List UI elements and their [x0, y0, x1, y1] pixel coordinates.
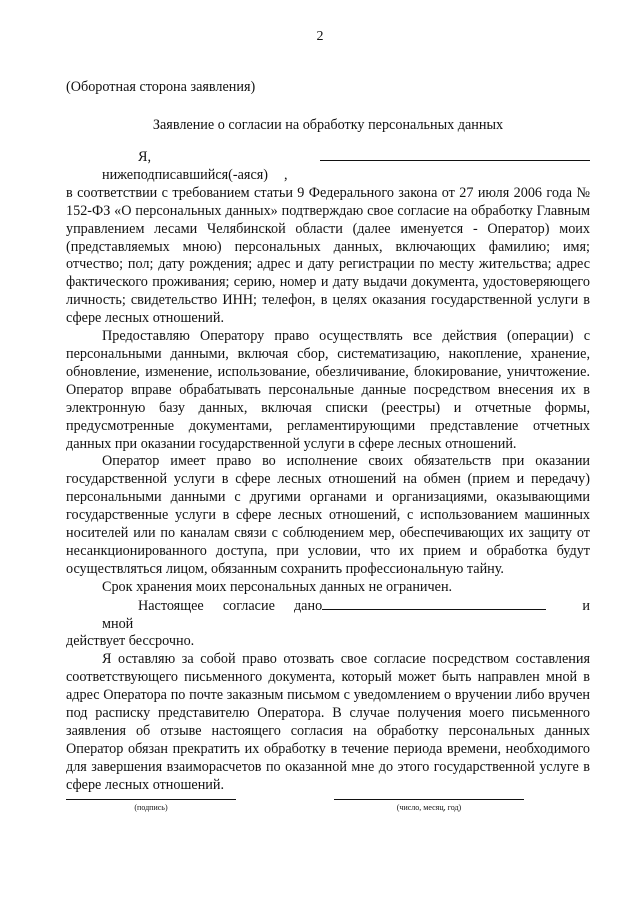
- date-block: [334, 799, 524, 812]
- consent-blank-line[interactable]: [322, 597, 546, 610]
- name-blank-line[interactable]: [320, 148, 590, 161]
- paragraph-actions: Предоставляю Оператору право осуществлять все действия (операции) с персональными данными, включая сбор, систематизацию, накопление, хранение, обновление, изменение, использование, обезличивание, блокирование, уничтожение. Оператор вправе обрабатывать персональные данные посредством внесения их в электронную базу данных, включая списки (реестры) и отчетные формы, предусмотренные документами, регламентирующими представление отчетных данных при оказании государственной услуги в сфере лесных отношений.: [66, 328, 590, 452]
- document-title: Заявление о согласии на обработку персональных данных: [152, 117, 504, 133]
- document-body: [66, 148, 590, 795]
- date-line[interactable]: [334, 799, 524, 800]
- consent-lead: Настоящее согласие дано мной: [102, 597, 323, 632]
- page-number: 2: [316, 29, 324, 44]
- name-fill-group: [284, 148, 590, 185]
- consent-given-line: [66, 597, 590, 634]
- signature-caption: (подпись): [134, 803, 168, 812]
- signature-line[interactable]: [66, 799, 236, 800]
- consent-trail: и: [582, 597, 590, 614]
- paragraph-revoke: Я оставляю за собой право отозвать свое согласие посредством составления соответствующего письменного документа, который может быть направлен мной в адрес Оператора по почте заказным письмом с уведомлением о вручении либо вручен под расписку представителю Оператора. В случае получения моего письменного заявления об отзыве настоящего согласия на обработку персональных данных Оператор обязан прекратить их обработку в течение периода времени, необходимого для завершения взаиморасчетов по оказанной мне до этого государственной услуге в сфере лесных отношений.: [66, 651, 590, 793]
- date-caption: (число, месяц, год): [396, 803, 462, 812]
- consent-tail: действует бессрочно.: [66, 633, 195, 650]
- signature-row: [66, 799, 590, 829]
- intro-trail: ,: [284, 166, 288, 183]
- intro-paragraph: в соответствии с требованием статьи 9 Федерального закона от 27 июля 2006 года № 152-ФЗ «О персональных данных» подтверждаю свое согласие на обработку Главным управлением лесами Челябинской области (далее именуется - Оператор) моих (представляемых мною) персональных данных, включающих фамилию; имя; отчество; пол; дату рождения; адрес и дату регистрации по месту жительства; адрес фактического проживания; серию, номер и дату выдачи документа, удостоверяющего личность; свидетельство ИНН; телефон, в целях оказания государственной услуги в сфере лесных отношений.: [66, 184, 590, 327]
- paragraph-storage: Срок хранения моих персональных данных не ограничен.: [102, 578, 453, 595]
- side-label: (Оборотная сторона заявления): [66, 79, 256, 95]
- paragraph-exchange: Оператор имеет право во исполнение своих обязательств при оказании государственной услуги в сфере лесных отношений на обмен (прием и передачу) персональными данными с другими органами и организациями, оказывающими государственные услуги в сфере лесных отношений, с использованием машинных носителей или по каналам связи с соблюдением мер, обеспечивающих их защиту от несанкционированного доступа, при условии, что их прием и обработка будут осуществляться лицом, обязанным сохранить профессиональную тайну.: [66, 453, 590, 577]
- intro-lead: Я, нижеподписавшийся(-аяся): [102, 149, 268, 183]
- signature-block: [66, 799, 236, 812]
- intro-first-line: [66, 148, 590, 185]
